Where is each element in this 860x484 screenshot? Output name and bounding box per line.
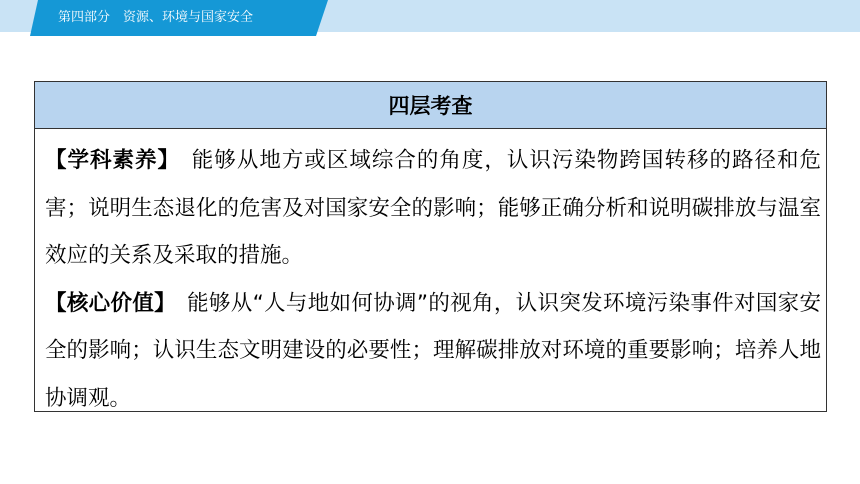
paragraph-subject-literacy bbox=[45, 137, 821, 280]
paragraph-text: 能够从“人与地如何协调”的视角，认识突发环境污染事件对国家安全的影响；认识生态文明建设的必要性；理解碳排放对环境的重要影响；培养人地协调观。 bbox=[45, 290, 821, 411]
paragraph-heading: 【学科素养】 bbox=[45, 148, 170, 173]
paragraph-text: 能够从地方或区域综合的角度，认识污染物跨国转移的路径和危害；说明生态退化的危害及对国家安全的影响；能够正确分析和说明碳排放与温室效应的关系及采取的措施。 bbox=[45, 148, 821, 268]
paragraph-heading: 【核心价值】 bbox=[45, 290, 166, 316]
info-box-title: 四层考查 bbox=[35, 82, 826, 129]
info-box-body bbox=[35, 129, 826, 422]
paragraph-core-value bbox=[45, 280, 821, 423]
section-label: 第四部分 资源、环境与国家安全 bbox=[58, 10, 254, 25]
info-box bbox=[34, 81, 827, 412]
